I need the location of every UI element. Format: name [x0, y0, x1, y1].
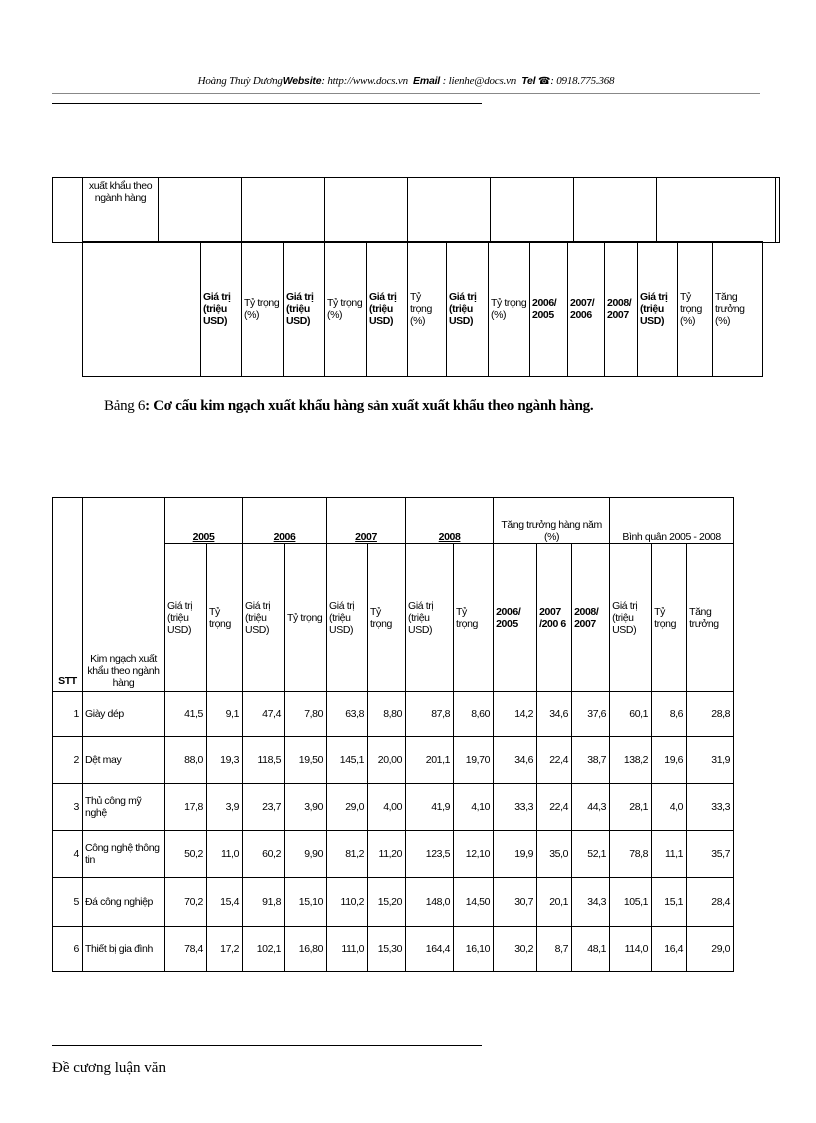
row-value: 44,3	[572, 784, 610, 831]
row-value: 87,8	[406, 692, 454, 737]
row-value: 4,0	[652, 784, 687, 831]
caption-prefix: Bảng 6	[104, 398, 146, 414]
table1-label: xuất khẩu theo ngành hàng	[83, 178, 159, 243]
table1-col-3: Tỷ trọng (%)	[325, 242, 367, 377]
table1-col-9: 2007/ 2006	[568, 242, 605, 377]
row-name: Thiết bị gia đình	[83, 927, 165, 972]
row-value: 34,6	[537, 692, 572, 737]
table1-col-4: Giá trị (triệu USD)	[367, 242, 408, 377]
row-value: 22,4	[537, 784, 572, 831]
row-value: 41,5	[165, 692, 207, 737]
row-value: 23,7	[243, 784, 285, 831]
row-value: 15,10	[285, 878, 327, 927]
col-stt: STT	[53, 498, 83, 692]
row-value: 138,2	[610, 737, 652, 784]
row-value: 48,1	[572, 927, 610, 972]
row-value: 34,6	[494, 737, 537, 784]
row-stt: 3	[53, 784, 83, 831]
email-address[interactable]: : lienhe@docs.vn	[442, 75, 517, 87]
sub-growth-2008: 2008/ 2007	[572, 544, 610, 692]
row-name: Công nghệ thông tin	[83, 831, 165, 878]
row-value: 28,1	[610, 784, 652, 831]
year-2006: 2006	[243, 498, 327, 544]
sub-ty-trong-avg: Tỷ trọng	[652, 544, 687, 692]
sub-ty-trong-2005: Tỷ trọng	[207, 544, 243, 692]
row-value: 19,70	[454, 737, 494, 784]
year-2008: 2008	[406, 498, 494, 544]
table1-stt-cell	[53, 178, 83, 243]
page-header	[52, 75, 760, 87]
row-value: 15,1	[652, 878, 687, 927]
row-value: 29,0	[327, 784, 368, 831]
row-value: 15,4	[207, 878, 243, 927]
table1-col-13: Tăng trưởng (%)	[713, 242, 763, 377]
row-value: 47,4	[243, 692, 285, 737]
row-value: 33,3	[494, 784, 537, 831]
table1-col-1: Tỷ trọng (%)	[242, 242, 284, 377]
row-value: 9,90	[285, 831, 327, 878]
row-value: 50,2	[165, 831, 207, 878]
main-table	[52, 497, 734, 972]
row-value: 118,5	[243, 737, 285, 784]
sub-gia-tri-2007: Giá trị (triệu USD)	[327, 544, 368, 692]
row-value: 41,9	[406, 784, 454, 831]
row-value: 78,4	[165, 927, 207, 972]
row-value: 16,80	[285, 927, 327, 972]
row-value: 70,2	[165, 878, 207, 927]
row-name: Dệt may	[83, 737, 165, 784]
row-value: 114,0	[610, 927, 652, 972]
table1-col-5: Tỷ trọng (%)	[408, 242, 447, 377]
row-value: 8,6	[652, 692, 687, 737]
row-value: 12,10	[454, 831, 494, 878]
year-2005: 2005	[165, 498, 243, 544]
row-value: 81,2	[327, 831, 368, 878]
row-value: 20,1	[537, 878, 572, 927]
table1-col-10: 2008/ 2007	[605, 242, 638, 377]
row-value: 14,50	[454, 878, 494, 927]
row-value: 19,6	[652, 737, 687, 784]
row-value: 110,2	[327, 878, 368, 927]
table1-col-2: Giá trị (triệu USD)	[284, 242, 325, 377]
sub-growth-2006: 2006/ 2005	[494, 544, 537, 692]
row-value: 33,3	[687, 784, 734, 831]
sub-gia-tri-2005: Giá trị (triệu USD)	[165, 544, 207, 692]
sub-gia-tri-2006: Giá trị (triệu USD)	[243, 544, 285, 692]
email-label: Email	[413, 75, 441, 87]
row-stt: 5	[53, 878, 83, 927]
row-value: 30,7	[494, 878, 537, 927]
col-kim-ngach: Kim ngạch xuất khẩu theo ngành hàng	[83, 498, 165, 692]
row-value: 63,8	[327, 692, 368, 737]
sub-ty-trong-2006: Tỷ trọng	[285, 544, 327, 692]
row-value: 8,7	[537, 927, 572, 972]
row-value: 3,9	[207, 784, 243, 831]
growth-group: Tăng trưởng hàng năm (%)	[494, 498, 610, 544]
row-value: 60,2	[243, 831, 285, 878]
table1-col-11: Giá trị (triệu USD)	[638, 242, 678, 377]
table-row	[53, 927, 734, 972]
row-value: 34,3	[572, 878, 610, 927]
row-value: 78,8	[610, 831, 652, 878]
table-caption	[104, 398, 593, 415]
table1-col-7: Tỷ trọng (%)	[489, 242, 530, 377]
row-value: 37,6	[572, 692, 610, 737]
row-value: 29,0	[687, 927, 734, 972]
row-value: 164,4	[406, 927, 454, 972]
row-value: 60,1	[610, 692, 652, 737]
row-name: Đá công nghiệp	[83, 878, 165, 927]
table1-col-0: Giá trị (triệu USD)	[201, 242, 242, 377]
page-footer: Đề cương luận văn	[52, 1060, 166, 1076]
row-value: 3,90	[285, 784, 327, 831]
header-row-years	[53, 498, 734, 544]
row-value: 52,1	[572, 831, 610, 878]
header-rule-long	[52, 93, 760, 94]
row-value: 19,50	[285, 737, 327, 784]
row-name: Giày dép	[83, 692, 165, 737]
row-value: 91,8	[243, 878, 285, 927]
row-value: 35,7	[687, 831, 734, 878]
tel-number: : 0918.775.368	[550, 75, 615, 87]
row-value: 4,10	[454, 784, 494, 831]
header-rule-short	[52, 103, 482, 104]
row-value: 11,0	[207, 831, 243, 878]
website-label: Website	[282, 75, 322, 87]
row-value: 8,80	[368, 692, 406, 737]
sub-ty-trong-2008: Tỷ trọng	[454, 544, 494, 692]
row-value: 16,10	[454, 927, 494, 972]
row-value: 102,1	[243, 927, 285, 972]
phone-icon: ☎	[537, 76, 551, 87]
row-name: Thủ công mỹ nghệ	[83, 784, 165, 831]
row-value: 4,00	[368, 784, 406, 831]
table-row	[53, 737, 734, 784]
row-value: 11,1	[652, 831, 687, 878]
row-value: 28,4	[687, 878, 734, 927]
row-value: 17,8	[165, 784, 207, 831]
row-value: 145,1	[327, 737, 368, 784]
row-value: 38,7	[572, 737, 610, 784]
row-value: 88,0	[165, 737, 207, 784]
table-row	[53, 831, 734, 878]
row-value: 105,1	[610, 878, 652, 927]
table1-col-12: Tỷ trọng (%)	[678, 242, 713, 377]
table1-col-8: 2006/ 2005	[530, 242, 568, 377]
row-value: 17,2	[207, 927, 243, 972]
table-row	[53, 784, 734, 831]
row-value: 7,80	[285, 692, 327, 737]
table-fragment-row2	[82, 241, 763, 377]
row-value: 111,0	[327, 927, 368, 972]
row-value: 15,20	[368, 878, 406, 927]
table-fragment	[52, 177, 780, 243]
row-value: 201,1	[406, 737, 454, 784]
row-value: 123,5	[406, 831, 454, 878]
table-row	[53, 692, 734, 737]
table-row	[53, 878, 734, 927]
row-value: 30,2	[494, 927, 537, 972]
row-stt: 6	[53, 927, 83, 972]
row-value: 9,1	[207, 692, 243, 737]
row-value: 22,4	[537, 737, 572, 784]
sub-gia-tri-2008: Giá trị (triệu USD)	[406, 544, 454, 692]
row-value: 19,9	[494, 831, 537, 878]
row-stt: 1	[53, 692, 83, 737]
row-value: 28,8	[687, 692, 734, 737]
row-value: 19,3	[207, 737, 243, 784]
row-stt: 4	[53, 831, 83, 878]
website-url[interactable]: : http://www.docs.vn	[321, 75, 408, 87]
row-value: 35,0	[537, 831, 572, 878]
row-value: 15,30	[368, 927, 406, 972]
row-stt: 2	[53, 737, 83, 784]
sub-tang-truong-avg: Tăng trưởng	[687, 544, 734, 692]
table1-empty-cell	[83, 242, 201, 377]
row-value: 148,0	[406, 878, 454, 927]
year-2007: 2007	[327, 498, 406, 544]
row-value: 14,2	[494, 692, 537, 737]
sub-gia-tri-avg: Giá trị (triệu USD)	[610, 544, 652, 692]
footer-rule	[52, 1045, 482, 1046]
sub-growth-2007: 2007 /200 6	[537, 544, 572, 692]
avg-group: Bình quân 2005 - 2008	[610, 498, 734, 544]
sub-ty-trong-2007: Tỷ trọng	[368, 544, 406, 692]
author-name: Hoàng Thuỳ Dương	[197, 75, 283, 87]
table1-col-6: Giá trị (triệu USD)	[447, 242, 489, 377]
row-value: 20,00	[368, 737, 406, 784]
tel-label: Tel	[521, 75, 536, 87]
row-value: 11,20	[368, 831, 406, 878]
row-value: 16,4	[652, 927, 687, 972]
row-value: 31,9	[687, 737, 734, 784]
row-value: 8,60	[454, 692, 494, 737]
caption-text: : Cơ cấu kim ngạch xuất khẩu hàng sản xuất xuất khẩu theo ngành hàng.	[145, 398, 594, 414]
